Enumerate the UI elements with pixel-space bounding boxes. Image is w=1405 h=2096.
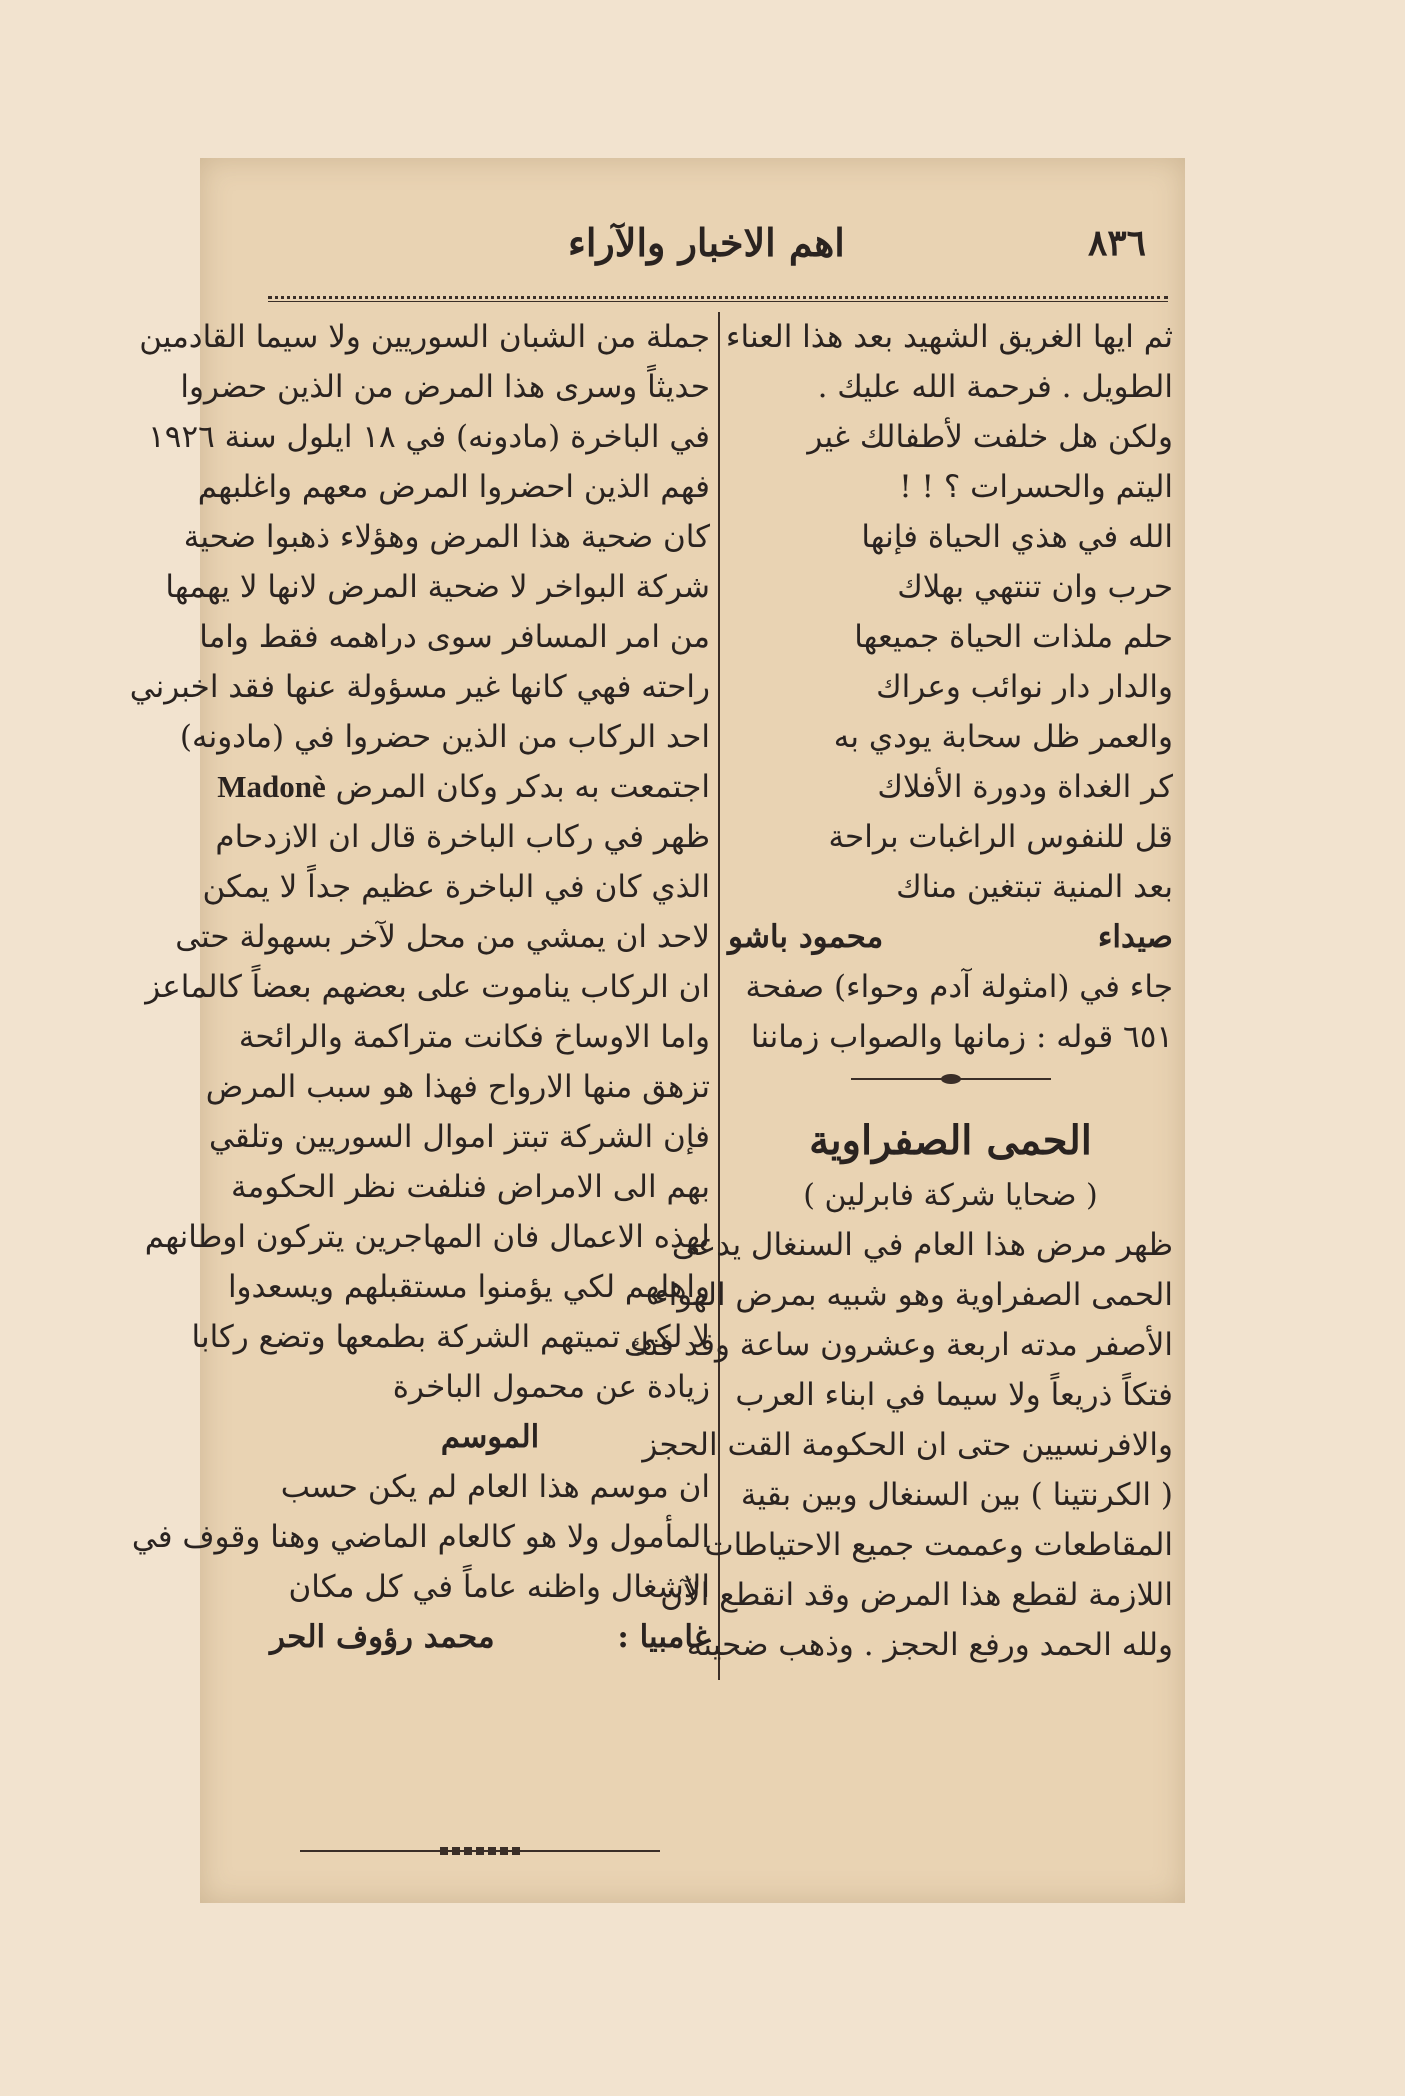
text-line: راحته فهي كانها غير مسؤولة عنها فقد اخبرني	[129, 669, 710, 705]
text-line: لا لكي تميتهم الشركة بطمعها وتضع ركابا	[191, 1319, 710, 1355]
text-line: الاشغال واظنه عاماً في كل مكان	[288, 1569, 710, 1605]
text-line: بعد المنية تبتغين مناك	[896, 869, 1173, 905]
text-line: حلم ملذات الحياة جميعها	[854, 619, 1173, 655]
text-line: حرب وان تنتهي بهلاك	[897, 569, 1173, 605]
text-fragment: اجتمعت به بدكر وكان المرض	[335, 769, 710, 805]
signature-name: محمود باشو	[728, 919, 884, 955]
season-heading: الموسم	[440, 1419, 540, 1455]
text-line: اليتم والحسرات ؟ ! !	[899, 469, 1173, 505]
left-signature	[270, 1612, 710, 1662]
text-line: ظهر في ركاب الباخرة قال ان الازدحام	[215, 819, 710, 855]
text-line: ولكن هل خلفت لأطفالك غير	[807, 419, 1173, 455]
text-line: لهذه الاعمال فان المهاجرين يتركون اوطانهم	[144, 1219, 710, 1255]
text-line: فتكاً ذريعاً ولا سيما في ابناء العرب	[735, 1377, 1173, 1413]
text-line: قل للنفوس الراغبات براحة	[828, 819, 1173, 855]
column-divider	[718, 312, 720, 1680]
text-line: اللازمة لقطع هذا المرض وقد انقطع الآن	[660, 1577, 1173, 1613]
header-rule	[268, 301, 1168, 302]
page-number: ٨٣٦	[1088, 222, 1147, 264]
signature-name: محمد رؤوف الحر	[270, 1619, 495, 1655]
latin-ship-name: Madonè	[217, 769, 326, 804]
header-rule-dotted	[268, 296, 1168, 299]
text-line: واما الاوساخ فكانت متراكمة والرائحة	[238, 1019, 710, 1055]
signature-place: غامبيا :	[617, 1619, 710, 1655]
text-line: ثم ايها الغريق الشهيد بعد هذا العناء	[725, 319, 1173, 355]
season-body	[131, 1462, 710, 1612]
text-line: فإن الشركة تبتز اموال السوريين وتلقي	[209, 1119, 710, 1155]
text-line: ٦٥١ قوله : زمانها والصواب زماننا	[750, 1019, 1173, 1055]
text-line: الطويل . فرحمة الله عليك .	[817, 369, 1173, 405]
text-line: حديثاً وسرى هذا المرض من الذين حضروا	[180, 369, 710, 405]
text-line: الذي كان في الباخرة عظيم جداً لا يمكن	[202, 869, 710, 905]
text-line: واهلهم لكي يؤمنوا مستقبلهم ويسعدوا	[227, 1269, 710, 1305]
poem-signature	[728, 912, 1173, 962]
text-line: لاحد ان يمشي من محل لآخر بسهولة حتى	[175, 919, 710, 955]
correction-note	[728, 962, 1173, 1062]
text-line: المأمول ولا هو كالعام الماضي وهنا وقوف في	[131, 1519, 710, 1555]
text-line: فهم الذين احضروا المرض معهم واغلبهم	[197, 469, 710, 505]
text-line: زيادة عن محمول الباخرة	[392, 1369, 710, 1405]
text-line: ولله الحمد ورفع الحجز . وذهب ضحيته	[686, 1627, 1173, 1663]
left-column	[129, 312, 710, 1662]
text-line: في الباخرة (مادونه) في ١٨ ايلول سنة ١٩٢٦	[148, 419, 710, 455]
text-line: الله في هذي الحياة فإنها	[861, 519, 1173, 555]
text-line: ان الركاب يناموت على بعضهم بعضاً كالماعز	[145, 969, 710, 1005]
text-line: جاء في (امثولة آدم وحواء) صفحة	[745, 969, 1173, 1005]
text-line	[217, 762, 710, 812]
text-line: والافرنسيين حتى ان الحكومة القت الحجز	[642, 1427, 1173, 1463]
text-line: والعمر ظل سحابة يودي به	[833, 719, 1173, 755]
text-line: بهم الى الامراض فنلفت نظر الحكومة	[231, 1169, 710, 1205]
poem	[725, 312, 1173, 912]
page-header	[248, 218, 1168, 274]
bottom-ornament	[300, 1850, 660, 1852]
page-title: اهم الاخبار والآراء	[568, 220, 845, 265]
text-line: والدار دار نوائب وعراك	[876, 669, 1173, 705]
article-subtitle: ( ضحايا شركة فابرلين )	[803, 1178, 1098, 1213]
text-line: احد الركاب من الذين حضروا في (مادونه)	[179, 719, 710, 755]
text-line: شركة البواخر لا ضحية المرض لانها لا يهمها	[165, 569, 710, 605]
text-line: ( الكرنتينا ) بين السنغال وبين بقية	[740, 1477, 1173, 1513]
text-line: كان ضحية هذا المرض وهؤلاء ذهبوا ضحية	[183, 519, 710, 555]
left-article-body	[129, 312, 710, 1412]
text-line: ان موسم هذا العام لم يكن حسب	[280, 1469, 710, 1505]
text-line: ظهر مرض هذا العام في السنغال يدعى	[671, 1227, 1173, 1263]
text-line: جملة من الشبان السوريين ولا سيما القادمين	[139, 319, 710, 355]
article-title: الحمى الصفراوية	[809, 1117, 1092, 1164]
signature-place: صيداء	[1097, 919, 1173, 955]
section-ornament	[728, 1062, 1173, 1096]
text-line: الأصفر مدته اربعة وعشرون ساعة وقد فتك	[623, 1327, 1173, 1363]
text-line: المقاطعات وعممت جميع الاحتياطات	[704, 1527, 1173, 1563]
text-line: الحمى الصفراوية وهو شبيه بمرض الهواء	[654, 1277, 1173, 1313]
text-line: تزهق منها الارواح فهذا هو سبب المرض	[205, 1069, 710, 1105]
text-line: كر الغداة ودورة الأفلاك	[877, 769, 1173, 805]
text-line: من امر المسافر سوى دراهمه فقط واما	[199, 619, 710, 655]
